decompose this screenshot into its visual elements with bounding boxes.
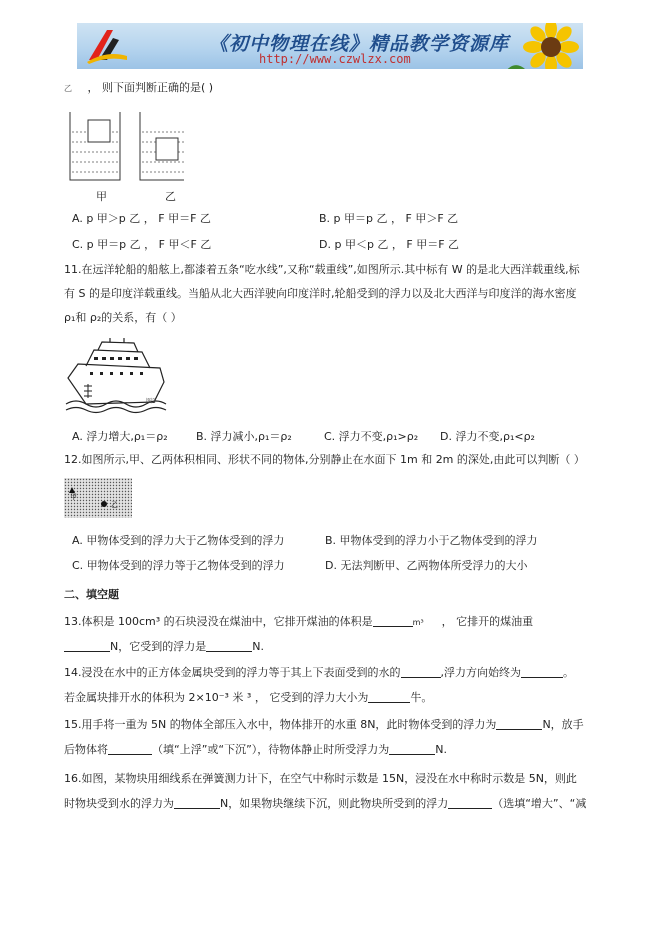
q12-option-d[interactable]: D. 无法判断甲、乙两物体所受浮力的大小 bbox=[325, 559, 528, 572]
q16-blank-1[interactable] bbox=[174, 797, 220, 809]
q11-option-c[interactable]: C. 浮力不变,ρ₁>ρ₂ bbox=[324, 430, 419, 443]
sunflower-icon bbox=[503, 23, 583, 69]
q12-option-b[interactable]: B. 甲物体受到的浮力小于乙物体受到的浮力 bbox=[325, 534, 538, 547]
q13-blank-1[interactable] bbox=[373, 615, 413, 627]
q12-option-c[interactable]: C. 甲物体受到的浮力等于乙物体受到的浮力 bbox=[72, 559, 285, 572]
banner-url[interactable]: http://www.czwlzx.com bbox=[259, 52, 411, 66]
q10-option-b[interactable]: B. p 甲＝p 乙 ， F 甲＞F 乙 bbox=[319, 212, 459, 225]
q10-option-a[interactable]: A. p 甲＞p 乙 ， F 甲＝F 乙 bbox=[72, 212, 211, 225]
q13-blank-2[interactable] bbox=[64, 640, 110, 652]
ship-figure-caption: 图2 bbox=[146, 398, 156, 405]
q14-blank-3[interactable] bbox=[368, 691, 410, 703]
q12-option-a[interactable]: A. 甲物体受到的浮力大于乙物体受到的浮力 bbox=[72, 534, 285, 547]
beaker-figure bbox=[64, 110, 184, 185]
q11-option-b[interactable]: B. 浮力减小,ρ₁＝ρ₂ bbox=[196, 430, 292, 443]
q11-option-a[interactable]: A. 浮力增大,ρ₁＝ρ₂ bbox=[72, 430, 168, 443]
q11-line-3: ρ₁和 ρ₂的关系，有（ ） bbox=[64, 311, 182, 324]
logo-icon bbox=[83, 26, 131, 66]
q14-line-1: 14.浸没在水中的正方体金属块受到的浮力等于其上下表面受到的水的 ,浮力方向始终为 。 bbox=[64, 666, 574, 679]
q16-blank-2[interactable] bbox=[448, 797, 492, 809]
q13-blank-3[interactable] bbox=[206, 640, 252, 652]
q16-line-1: 16.如图，某物块用细线系在弹簧测力计下，在空气中称时示数是 15N，浸没在水中称时示数是 5N，则此 bbox=[64, 772, 577, 785]
section-heading: 二、填空题 bbox=[64, 588, 119, 601]
q14-blank-1[interactable] bbox=[401, 666, 441, 678]
q13-line-2: N，它受到的浮力是 N. bbox=[64, 639, 264, 655]
banner-title: 《初中物理在线》精品教学资源库 bbox=[209, 33, 510, 55]
q14-blank-2[interactable] bbox=[521, 666, 563, 678]
q10-option-c[interactable]: C. p 甲＝p 乙 ， F 甲＜F 乙 bbox=[72, 238, 212, 251]
fig-label-yi: 乙 bbox=[165, 190, 176, 203]
q15-line-2: 后物体将 （填“上浮”或“下沉”），待物体静止时所受浮力为 N. bbox=[64, 743, 448, 756]
fig-label-jia: 甲 bbox=[96, 190, 107, 203]
q11-line-2: 有 S 的是印度洋载重线。当船从北大西洋驶向印度洋时,轮船受到的浮力以及北大西洋与印度洋的海水密度 bbox=[64, 287, 577, 300]
q15-line-1: 15.用手将一重为 5N 的物体全部压入水中，物体排开的水重 8N，此时物体受到的浮力为 N，放手 bbox=[64, 718, 584, 731]
q12-fig-label-yi: 乙 bbox=[111, 501, 118, 509]
q12-stem: 12.如图所示,甲、乙两体积相同、形状不同的物体,分别静止在水面下 1m 和 2m 的深处,由此可以判断（ ） bbox=[64, 453, 585, 466]
q12-fig-label-jia: 甲 bbox=[70, 493, 77, 501]
q14-line-2: 若金属块排开水的体积为 2×10⁻³ 米 ³ ， 它受到的浮力大小为 牛。 bbox=[64, 691, 433, 704]
q13-line-1: 13.体积是 100cm³ 的石块浸没在煤油中，它排开煤油的体积是 m³ ， 它排开的煤油重 bbox=[64, 615, 534, 628]
q16-line-2: 时物块受到水的浮力为 N，如果物块继续下沉，则此物块所受到的浮力 （选填“增大”、“减 bbox=[64, 797, 587, 810]
q11-line-1: 11.在远洋轮船的船舷上,都漆着五条“吃水线”,又称“载重线”,如图所示.其中标有 W 的是北大西洋载重线,标 bbox=[64, 263, 580, 276]
q15-blank-1[interactable] bbox=[496, 718, 542, 730]
header-banner bbox=[77, 23, 583, 69]
q11-option-d[interactable]: D. 浮力不变,ρ₁<ρ₂ bbox=[440, 430, 535, 443]
q15-blank-2[interactable] bbox=[108, 743, 152, 755]
q10-stem: 乙 ， 则下面判断正确的是( ) bbox=[64, 81, 214, 94]
q10-option-d[interactable]: D. p 甲＜p 乙 ， F 甲＝F 乙 bbox=[319, 238, 460, 251]
q15-blank-3[interactable] bbox=[389, 743, 435, 755]
